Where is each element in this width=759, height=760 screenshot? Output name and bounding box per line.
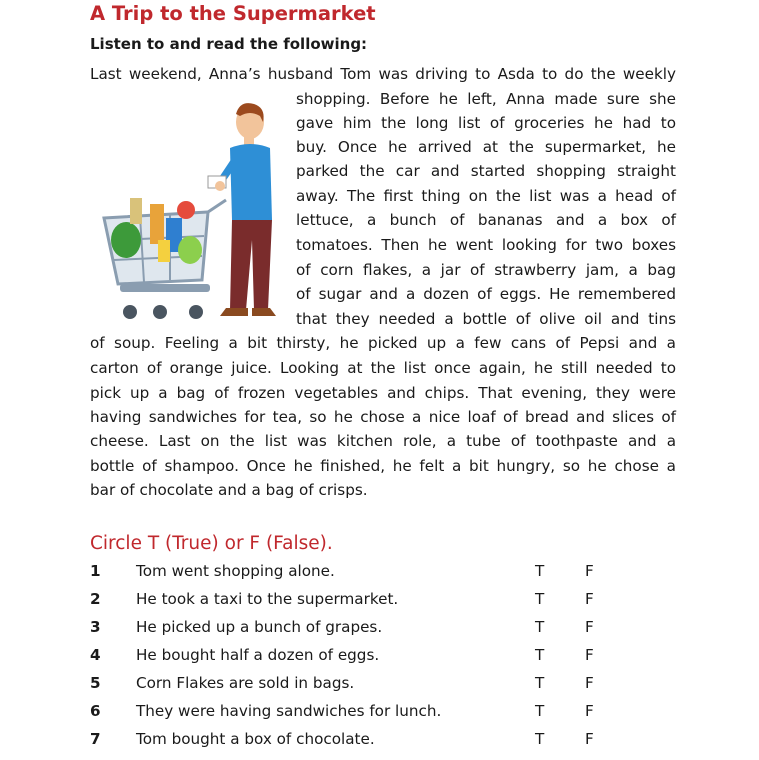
shopper-figure <box>208 103 276 316</box>
question-text: He bought half a dozen of eggs. <box>136 646 380 664</box>
question-number: 4 <box>90 646 101 664</box>
passage-line: lettuce, a bunch of bananas and a box of <box>296 211 676 229</box>
passage-line: of corn flakes, a jar of strawberry jam, a bag <box>296 261 676 279</box>
passage-line: away. The first thing on the list was a head of <box>296 187 676 205</box>
question-row <box>90 674 610 696</box>
true-option[interactable]: T <box>535 674 545 692</box>
question-number: 7 <box>90 730 101 748</box>
passage-line: Last weekend, Anna’s husband Tom was driving to Asda to do the weekly <box>90 65 676 83</box>
question-row <box>90 562 610 584</box>
shopper-with-cart-illustration <box>100 100 286 330</box>
question-text: Tom went shopping alone. <box>136 562 335 580</box>
question-text: Corn Flakes are sold in bags. <box>136 674 355 692</box>
question-row <box>90 646 610 668</box>
true-option[interactable]: T <box>535 590 545 608</box>
reading-instruction: Listen to and read the following: <box>90 35 368 53</box>
true-option[interactable]: T <box>535 730 545 748</box>
question-row <box>90 590 610 612</box>
passage-line: carton of orange juice. Looking at the list once again, he still needed to <box>90 359 676 377</box>
worksheet-title: A Trip to the Supermarket <box>90 2 376 25</box>
true-option[interactable]: T <box>535 646 545 664</box>
true-option[interactable]: T <box>535 618 545 636</box>
question-text: He took a taxi to the supermarket. <box>136 590 399 608</box>
false-option[interactable]: F <box>585 646 594 664</box>
question-number: 6 <box>90 702 101 720</box>
false-option[interactable]: F <box>585 562 594 580</box>
question-row <box>90 730 610 752</box>
passage-line: cheese. Last on the list was kitchen role, a tube of toothpaste and a <box>90 432 676 450</box>
passage-line: of sugar and a dozen of eggs. He remembered <box>296 285 676 303</box>
false-option[interactable]: F <box>585 618 594 636</box>
passage-line: of soup. Feeling a bit thirsty, he picked up a few cans of Pepsi and a <box>90 334 676 352</box>
question-row <box>90 702 610 724</box>
question-text: Tom bought a box of chocolate. <box>136 730 375 748</box>
shopping-cart <box>104 198 226 319</box>
exercise-title: Circle T (True) or F (False). <box>90 533 333 554</box>
question-row <box>90 618 610 640</box>
passage-line: pick up a bag of frozen vegetables and chips. That evening, they were <box>90 384 676 402</box>
passage-line: having sandwiches for tea, so he chose a nice loaf of bread and slices of <box>90 408 676 426</box>
passage-line: shopping. Before he left, Anna made sure she <box>296 90 676 108</box>
true-option[interactable]: T <box>535 702 545 720</box>
question-number: 1 <box>90 562 101 580</box>
passage-line: parked the car and started shopping straight <box>296 162 676 180</box>
false-option[interactable]: F <box>585 590 594 608</box>
false-option[interactable]: F <box>585 730 594 748</box>
passage-line: bottle of shampoo. Once he finished, he felt a bit hungry, so he chose a <box>90 457 676 475</box>
false-option[interactable]: F <box>585 702 594 720</box>
passage-line: that they needed a bottle of olive oil and tins <box>296 310 676 328</box>
question-text: They were having sandwiches for lunch. <box>136 702 442 720</box>
question-text: He picked up a bunch of grapes. <box>136 618 383 636</box>
question-number: 5 <box>90 674 101 692</box>
passage-line: buy. Once he arrived at the supermarket, he <box>296 138 676 156</box>
passage-line: bar of chocolate and a bag of crisps. <box>90 481 368 499</box>
question-number: 3 <box>90 618 101 636</box>
false-option[interactable]: F <box>585 674 594 692</box>
passage-line: gave him the long list of groceries he had to <box>296 114 676 132</box>
question-number: 2 <box>90 590 101 608</box>
passage-line: tomatoes. Then he went looking for two boxes <box>296 236 676 254</box>
true-option[interactable]: T <box>535 562 545 580</box>
